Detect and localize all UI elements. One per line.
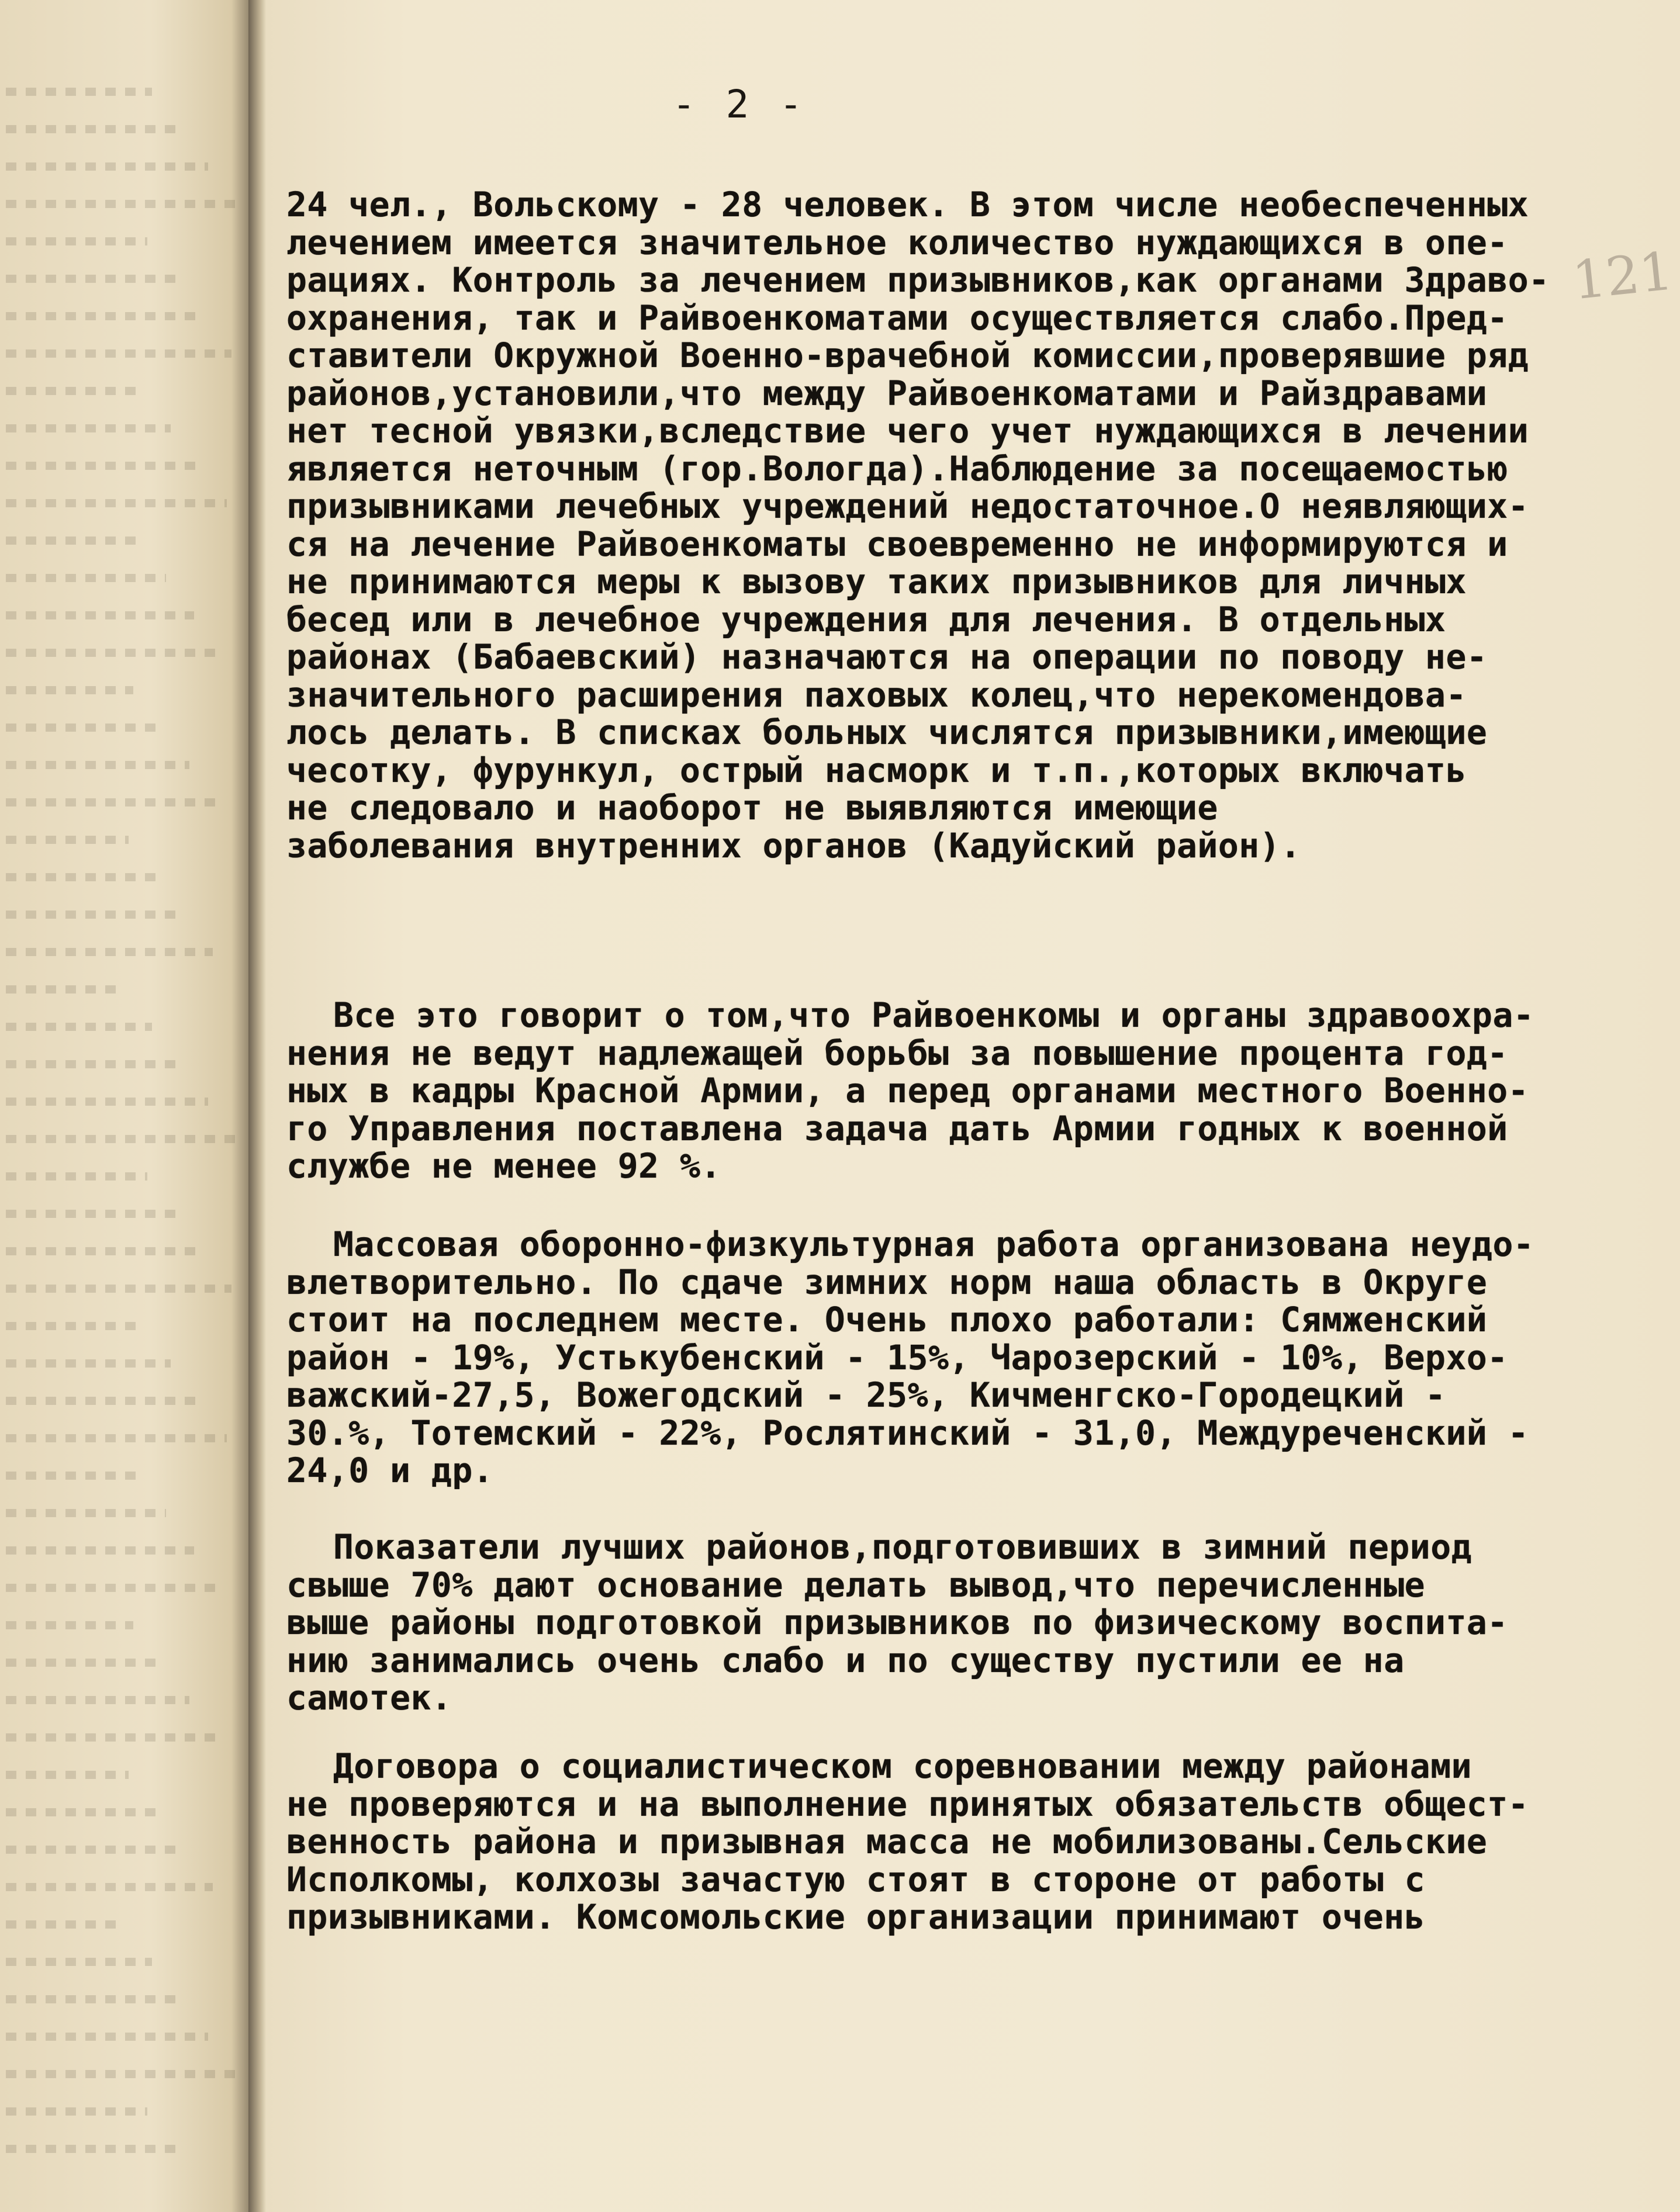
text-line: службе не менее 92 %.	[286, 1146, 721, 1186]
bleed-through-text	[6, 1098, 208, 1106]
text-line: свыше 70% дают основание делать вывод,что перечисленные	[286, 1564, 1426, 1605]
bleed-through-text	[6, 574, 166, 582]
bleed-through-text	[6, 686, 133, 694]
paragraph-5	[286, 1747, 1529, 1936]
text-line: районах (Бабаевский) назначаются на операции по поводу не-	[286, 637, 1488, 677]
bleed-through-text	[6, 1546, 194, 1555]
text-line: лось делать. В списках больных числятся призывники,имеющие	[286, 712, 1488, 752]
bleed-through-text	[6, 424, 171, 432]
bleed-through-text	[6, 911, 185, 919]
bleed-through-text	[6, 237, 147, 245]
bleed-through-text	[6, 88, 152, 96]
text-line: заболевания внутренних органов (Кадуйский район).	[286, 825, 1301, 866]
margin-archive-number: 121	[1569, 240, 1676, 312]
text-line: Все это говорит о том,что Райвоенкомы и органы здравоохра-	[333, 995, 1534, 1035]
bleed-through-text	[6, 349, 231, 358]
paragraph-1	[286, 186, 1550, 864]
text-line: 24,0 и др.	[286, 1451, 494, 1490]
bleed-through-text	[6, 1771, 129, 1779]
bleed-through-text	[6, 1322, 143, 1330]
previous-page-edge	[0, 0, 251, 2212]
text-line: нения не ведут надлежащей борьбы за повышение процента год-	[286, 1033, 1508, 1073]
bleed-through-text	[6, 1846, 185, 1854]
paragraph-3	[286, 1226, 1534, 1490]
bleed-through-text	[6, 1060, 180, 1068]
text-line: призывниками. Комсомольские организации принимают очень	[286, 1897, 1426, 1937]
bleed-through-text	[6, 2033, 208, 2041]
bleed-through-text	[6, 200, 236, 208]
bleed-through-text	[6, 1920, 124, 1929]
text-line: нет тесной увязки,вследствие чего учет нуждающихся в лечении	[286, 411, 1529, 451]
bleed-through-text	[6, 1472, 138, 1480]
bleed-through-text	[6, 985, 124, 994]
bleed-through-text	[6, 1023, 152, 1031]
text-line: выше районы подготовкой призывников по физическому воспита-	[286, 1602, 1508, 1642]
text-line: венность района и призывная масса не мобилизованы.Сельские	[286, 1822, 1488, 1861]
bleed-through-text	[6, 1135, 236, 1143]
text-line: Договора о социалистическом соревновании между районами	[333, 1746, 1472, 1786]
text-line: 30.%, Тотемский - 22%, Рослятинский - 31,0, Междуреченский -	[286, 1413, 1529, 1453]
book-spine	[248, 0, 266, 2212]
bleed-through-text	[6, 536, 138, 545]
text-line: лечением имеется значительное количество нуждающихся в опе-	[286, 222, 1508, 262]
bleed-through-text	[6, 761, 189, 769]
bleed-through-text	[6, 1247, 203, 1255]
bleed-through-text	[6, 1958, 152, 1966]
bleed-through-text	[6, 1621, 133, 1629]
bleed-through-text	[6, 2070, 236, 2078]
bleed-through-text	[6, 836, 129, 844]
bleed-through-text	[6, 1509, 166, 1517]
bleed-through-text	[6, 1285, 231, 1293]
text-line: ных в кадры Красной Армии, а перед органами местного Военно-	[286, 1071, 1529, 1110]
text-line: ставители Окружной Военно-врачебной комиссии,проверявшие ряд	[286, 335, 1529, 375]
bleed-through-text	[6, 611, 194, 619]
bleed-through-text	[6, 2145, 175, 2153]
bleed-through-text	[6, 1359, 171, 1368]
text-line: не принимаются меры к вызову таких призывников для личных	[286, 562, 1467, 601]
text-line: важский-27,5, Вожегодский - 25%, Кичменгско-Городецкий -	[286, 1375, 1446, 1415]
bleed-through-text	[6, 1659, 161, 1667]
text-line: Массовая оборонно-физкультурная работа организована неудо-	[333, 1224, 1534, 1264]
paragraph-4	[286, 1528, 1508, 1717]
bleed-through-text	[6, 1397, 199, 1405]
text-line: значительного расширения паховых колец,что нерекомендова-	[286, 674, 1467, 715]
text-line: не следовало и наоборот не выявляются имеющие	[286, 788, 1218, 828]
bleed-through-text	[6, 724, 161, 732]
text-line: самотек.	[286, 1678, 452, 1718]
bleed-through-text	[6, 462, 199, 470]
bleed-through-text	[6, 1172, 147, 1181]
page-number: - 2 -	[672, 82, 806, 127]
text-line: Исполкомы, колхозы зачастую стоят в стороне от работы с	[286, 1859, 1426, 1899]
text-line: Показатели лучших районов,подготовивших в зимний период	[333, 1527, 1472, 1567]
bleed-through-text	[6, 275, 175, 283]
bleed-through-text	[6, 1808, 157, 1816]
text-line: стоит на последнем месте. Очень плохо работали: Сямженский	[286, 1300, 1488, 1339]
bleed-through-text	[6, 1733, 217, 1742]
text-line: го Управления поставлена задача дать Армии годных к военной	[286, 1108, 1508, 1148]
text-line: районов,установили,что между Райвоенкоматами и Райздравами	[286, 373, 1488, 413]
text-line: не проверяются и на выполнение принятых обязательств общест-	[286, 1784, 1529, 1824]
bleed-through-text	[6, 1210, 175, 1218]
text-line: чесотку, фурункул, острый насморк и т.п.,которых включать	[286, 750, 1467, 790]
text-line: призывниками лечебных учреждений недостаточное.О неявляющих-	[286, 486, 1529, 526]
text-line: охранения, так и Райвоенкоматами осуществляется слабо.Пред-	[286, 297, 1508, 338]
text-line: рациях. Контроль за лечением призывников,как органами Здраво-	[286, 260, 1550, 300]
bleed-through-text	[6, 1434, 227, 1442]
text-line: бесед или в лечебное учреждения для лечения. В отдельных	[286, 599, 1446, 639]
text-line: 24 чел., Вольскому - 28 человек. В этом числе необеспеченных	[286, 185, 1529, 224]
paragraph-2	[286, 996, 1534, 1185]
bleed-through-text	[6, 125, 180, 133]
text-line: влетворительно. По сдаче зимних норм наша область в Округе	[286, 1262, 1488, 1302]
bleed-through-text	[6, 499, 227, 507]
bleed-through-text	[6, 387, 143, 395]
bleed-through-text	[6, 1696, 189, 1704]
bleed-through-text	[6, 312, 203, 320]
text-line: ся на лечение Райвоенкоматы своевременно не информируются и	[286, 524, 1508, 564]
bleed-through-text	[6, 948, 213, 956]
bleed-through-text	[6, 649, 222, 657]
bleed-through-text	[6, 162, 208, 171]
bleed-through-text	[6, 1883, 213, 1891]
bleed-through-text	[6, 873, 157, 881]
bleed-through-text	[6, 1584, 222, 1592]
text-line: район - 19%, Устькубенский - 15%, Чарозерский - 10%, Верхо-	[286, 1337, 1508, 1377]
text-line: является неточным (гор.Вологда).Наблюдение за посещаемостью	[286, 448, 1508, 489]
bleed-through-text	[6, 1995, 180, 2003]
text-line: нию занимались очень слабо и по существу пустили ее на	[286, 1640, 1405, 1680]
bleed-through-text	[6, 2107, 147, 2116]
bleed-through-text	[6, 798, 217, 806]
